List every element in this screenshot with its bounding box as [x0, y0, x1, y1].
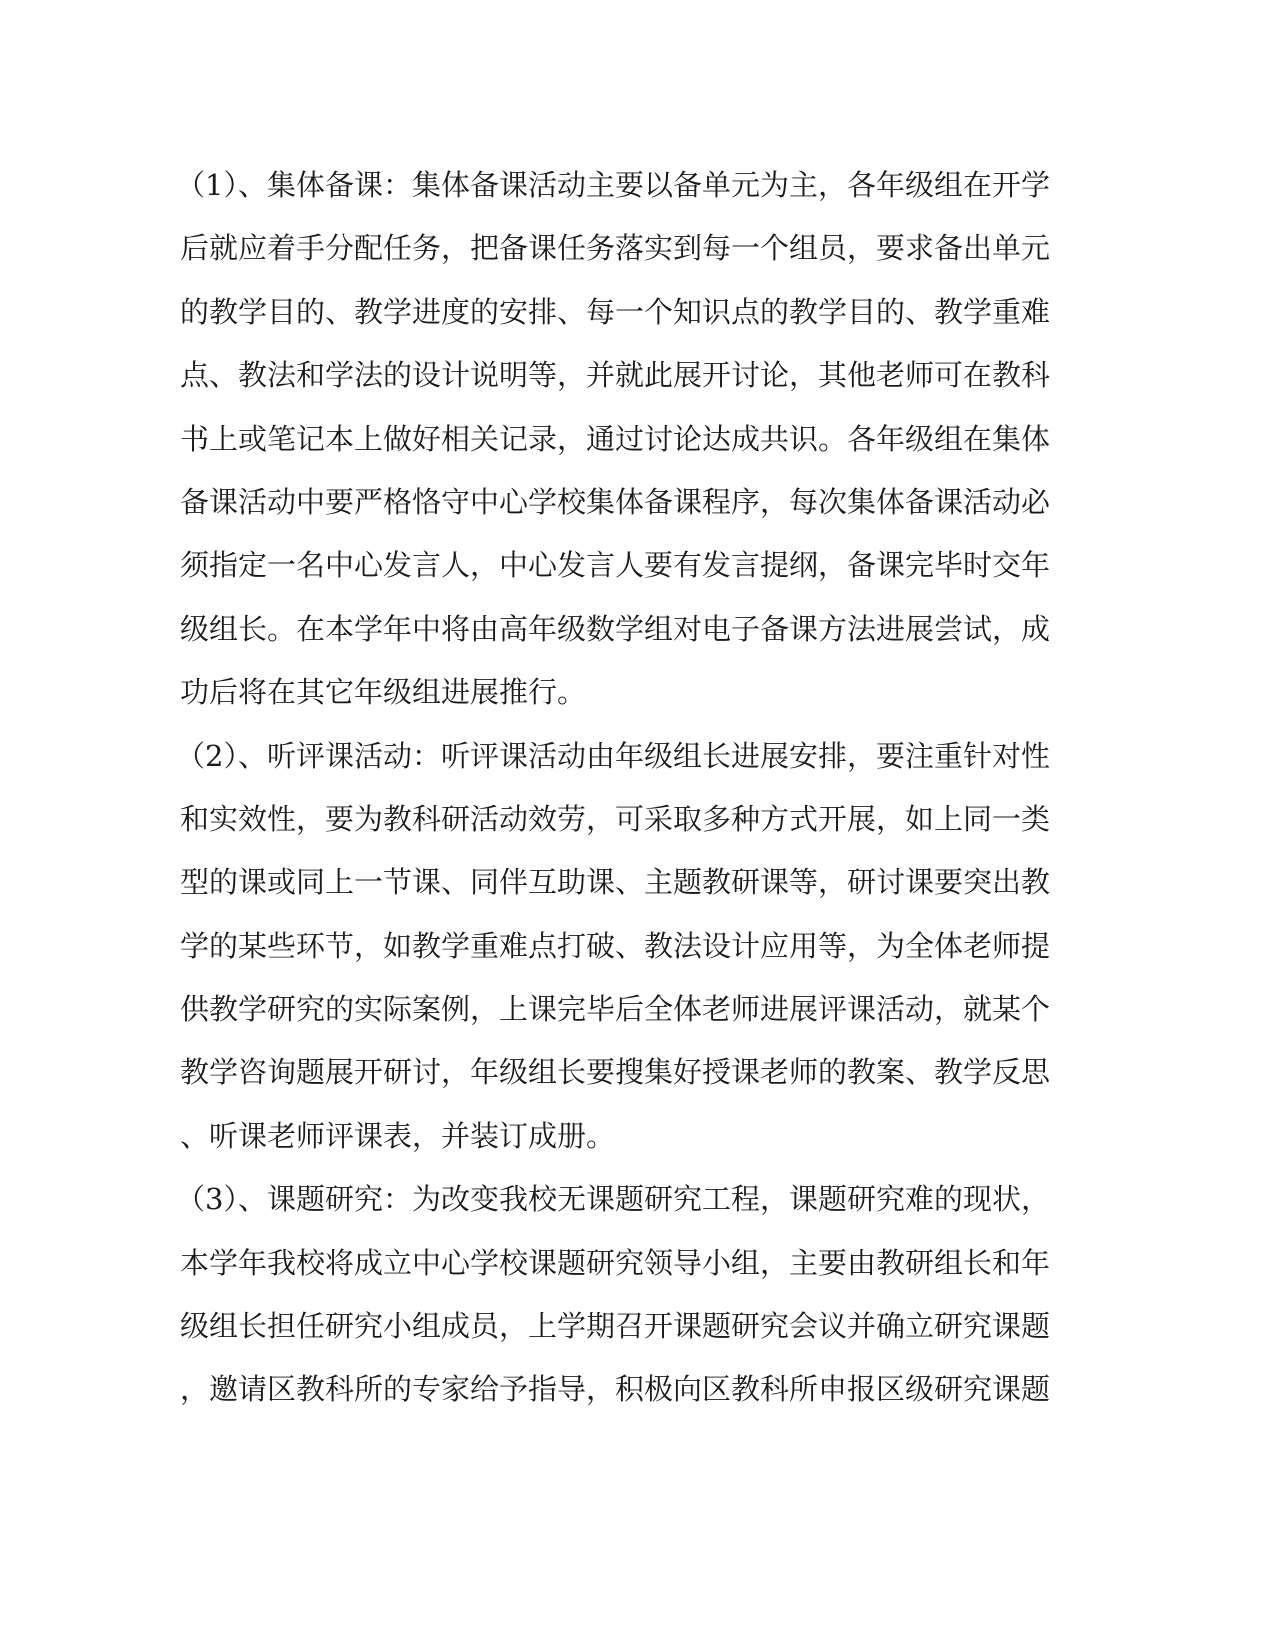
text-line: 书上或笔记本上做好相关记录，通过讨论达成共识。各年级组在集体 [180, 421, 1051, 456]
text-line: 本学年我校将成立中心学校课题研究领导小组，主要由教研组长和年 [180, 1245, 1051, 1280]
text-line: 供教学研究的实际案例，上课完毕后全体老师进展评课活动，就某个 [180, 992, 1051, 1027]
text-line: 型的课或同上一节课、同伴互助课、主题教研课等，研讨课要突出教 [180, 865, 1051, 900]
text-line: 级组长。在本学年中将由高年级数学组对电子备课方法进展尝试，成 [180, 611, 1051, 646]
text-line: 和实效性，要为教科研活动效劳，可采取多种方式开展，如上同一类 [180, 801, 1051, 836]
text-line: 学的某些环节，如教学重难点打破、教法设计应用等，为全体老师提 [180, 928, 1051, 963]
body-text [176, 160, 1051, 1428]
text-line: 后就应着手分配任务，把备课任务落实到每一个组员，要求备出单元 [180, 231, 1051, 266]
text-line: （2）、听评课活动：听评课活动由年级组长进展安排，要注重针对性 [176, 738, 1050, 773]
text-line: 须指定一名中心发言人，中心发言人要有发言提纲，备课完毕时交年 [180, 548, 1051, 583]
text-line: 、听课老师评课表，并装订成册。 [180, 1118, 616, 1153]
text-line: 点、教法和学法的设计说明等，并就此展开讨论，其他老师可在教科 [180, 358, 1051, 393]
text-line: ，邀请区教科所的专家给予指导，积极向区教科所申报区级研究课题 [180, 1372, 1051, 1407]
text-line: 级组长担任研究小组成员，上学期召开课题研究会议并确立研究课题 [180, 1309, 1051, 1344]
text-line: 的教学目的、教学进度的安排、每一个知识点的教学目的、教学重难 [180, 294, 1051, 329]
text-line: 教学咨询题展开研讨，年级组长要搜集好授课老师的教案、教学反思 [180, 1055, 1051, 1090]
text-line: （3）、课题研究：为改变我校无课题研究工程，课题研究难的现状， [176, 1182, 1050, 1217]
text-line: 备课活动中要严格恪守中心学校集体备课程序，每次集体备课活动必 [180, 484, 1051, 519]
text-line: （1）、集体备课：集体备课活动主要以备单元为主，各年级组在开学 [176, 168, 1050, 202]
text-line: 功后将在其它年级组进展推行。 [180, 675, 587, 710]
